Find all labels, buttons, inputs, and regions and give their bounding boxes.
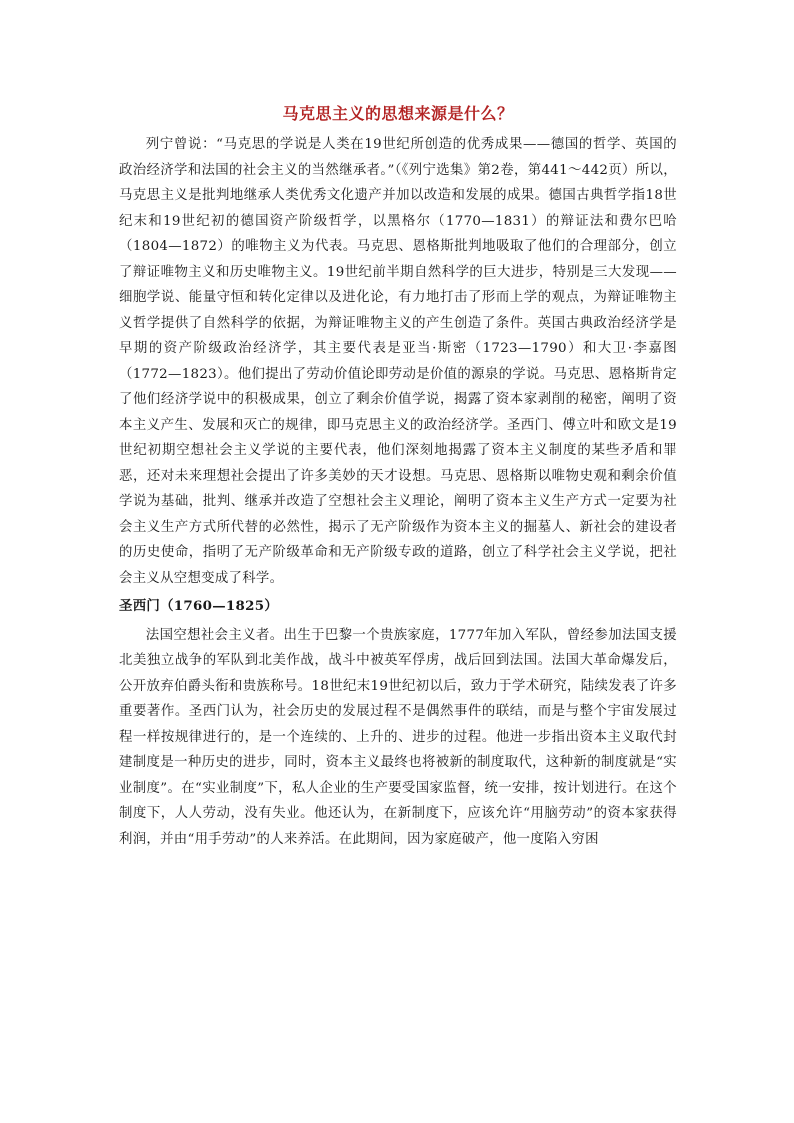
- intro-paragraph: 列宁曾说：“马克思的学说是人类在19世纪所创造的优秀成果——德国的哲学、英国的政治经济学和法国的社会主义的当然继承者。”（《列宁选集》第2卷，第441～442页）所以，马克思主义是批判地继承人类优秀文化遗产并加以改造和发展的成果。德国古典哲学指18世纪末和19世纪初的德国资产阶级哲学，以黑格尔（1770—1831）的辩证法和费尔巴哈（1804—1872）的唯物主义为代表。马克思、恩格斯批判地吸取了他们的合理部分，创立了辩证唯物主义和历史唯物主义。19世纪前半期自然科学的巨大进步，特别是三大发现——细胞学说、能量守恒和转化定律以及进化论，有力地打击了形而上学的观点，为辩证唯物主义哲学提供了自然科学的依据，为辩证唯物主义的产生创造了条件。英国古典政治经济学是早期的资产阶级政治经济学，其主要代表是亚当·斯密（1723—1790）和大卫·李嘉图（1772—1823）。他们提出了劳动价值论即劳动是价值的源泉的学说。马克思、恩格斯肯定了他们经济学说中的积极成果，创立了剩余价值学说，揭露了资本家剥削的秘密，阐明了资本主义产生、发展和灭亡的规律，即马克思主义的政治经济学。圣西门、傅立叶和欧文是19世纪初期空想社会主义学说的主要代表，他们深刻地揭露了资本主义制度的某些矛盾和罪恶，还对未来理想社会提出了许多美妙的天才设想。马克思、恩格斯以唯物史观和剩余价值学说为基础，批判、继承并改造了空想社会主义理论，阐明了资本主义生产方式一定要为社会主义生产方式所代替的必然性，揭示了无产阶级作为资本主义的掘墓人、新社会的建设者的历史使命，指明了无产阶级革命和无产阶级专政的道路，创立了科学社会主义学说，把社会主义从空想变成了科学。: [119, 137, 677, 586]
- section-paragraph: 法国空想社会主义者。出生于巴黎一个贵族家庭，1777年加入军队，曾经参加法国支援北美独立战争的军队到北美作战，战斗中被英军俘虏，战后回到法国。法国大革命爆发后，公开放弃伯爵头衔和贵族称号。18世纪末19世纪初以后，致力于学术研究，陆续发表了许多重要著作。圣西门认为，社会历史的发展过程不是偶然事件的联结，而是与整个宇宙发展过程一样按规律进行的，是一个连续的、上升的、进步的过程。他进一步指出资本主义取代封建制度是一种历史的进步，同时，资本主义最终也将被新的制度取代，这种新的制度就是“实业制度”。在“实业制度”下，私人企业的生产要受国家监督，统一安排，按计划进行。在这个制度下，人人劳动，没有失业。他还认为，在新制度下，应该允许“用脑劳动”的资本家获得利润，并由“用手劳动”的人来养活。在此期间，因为家庭破产，他一度陷入穷困: [119, 627, 677, 847]
- section-heading: 圣西门（1760—1825）: [119, 598, 279, 614]
- page-title: 马克思主义的思想来源是什么？: [282, 104, 514, 123]
- document-page: [119, 100, 677, 852]
